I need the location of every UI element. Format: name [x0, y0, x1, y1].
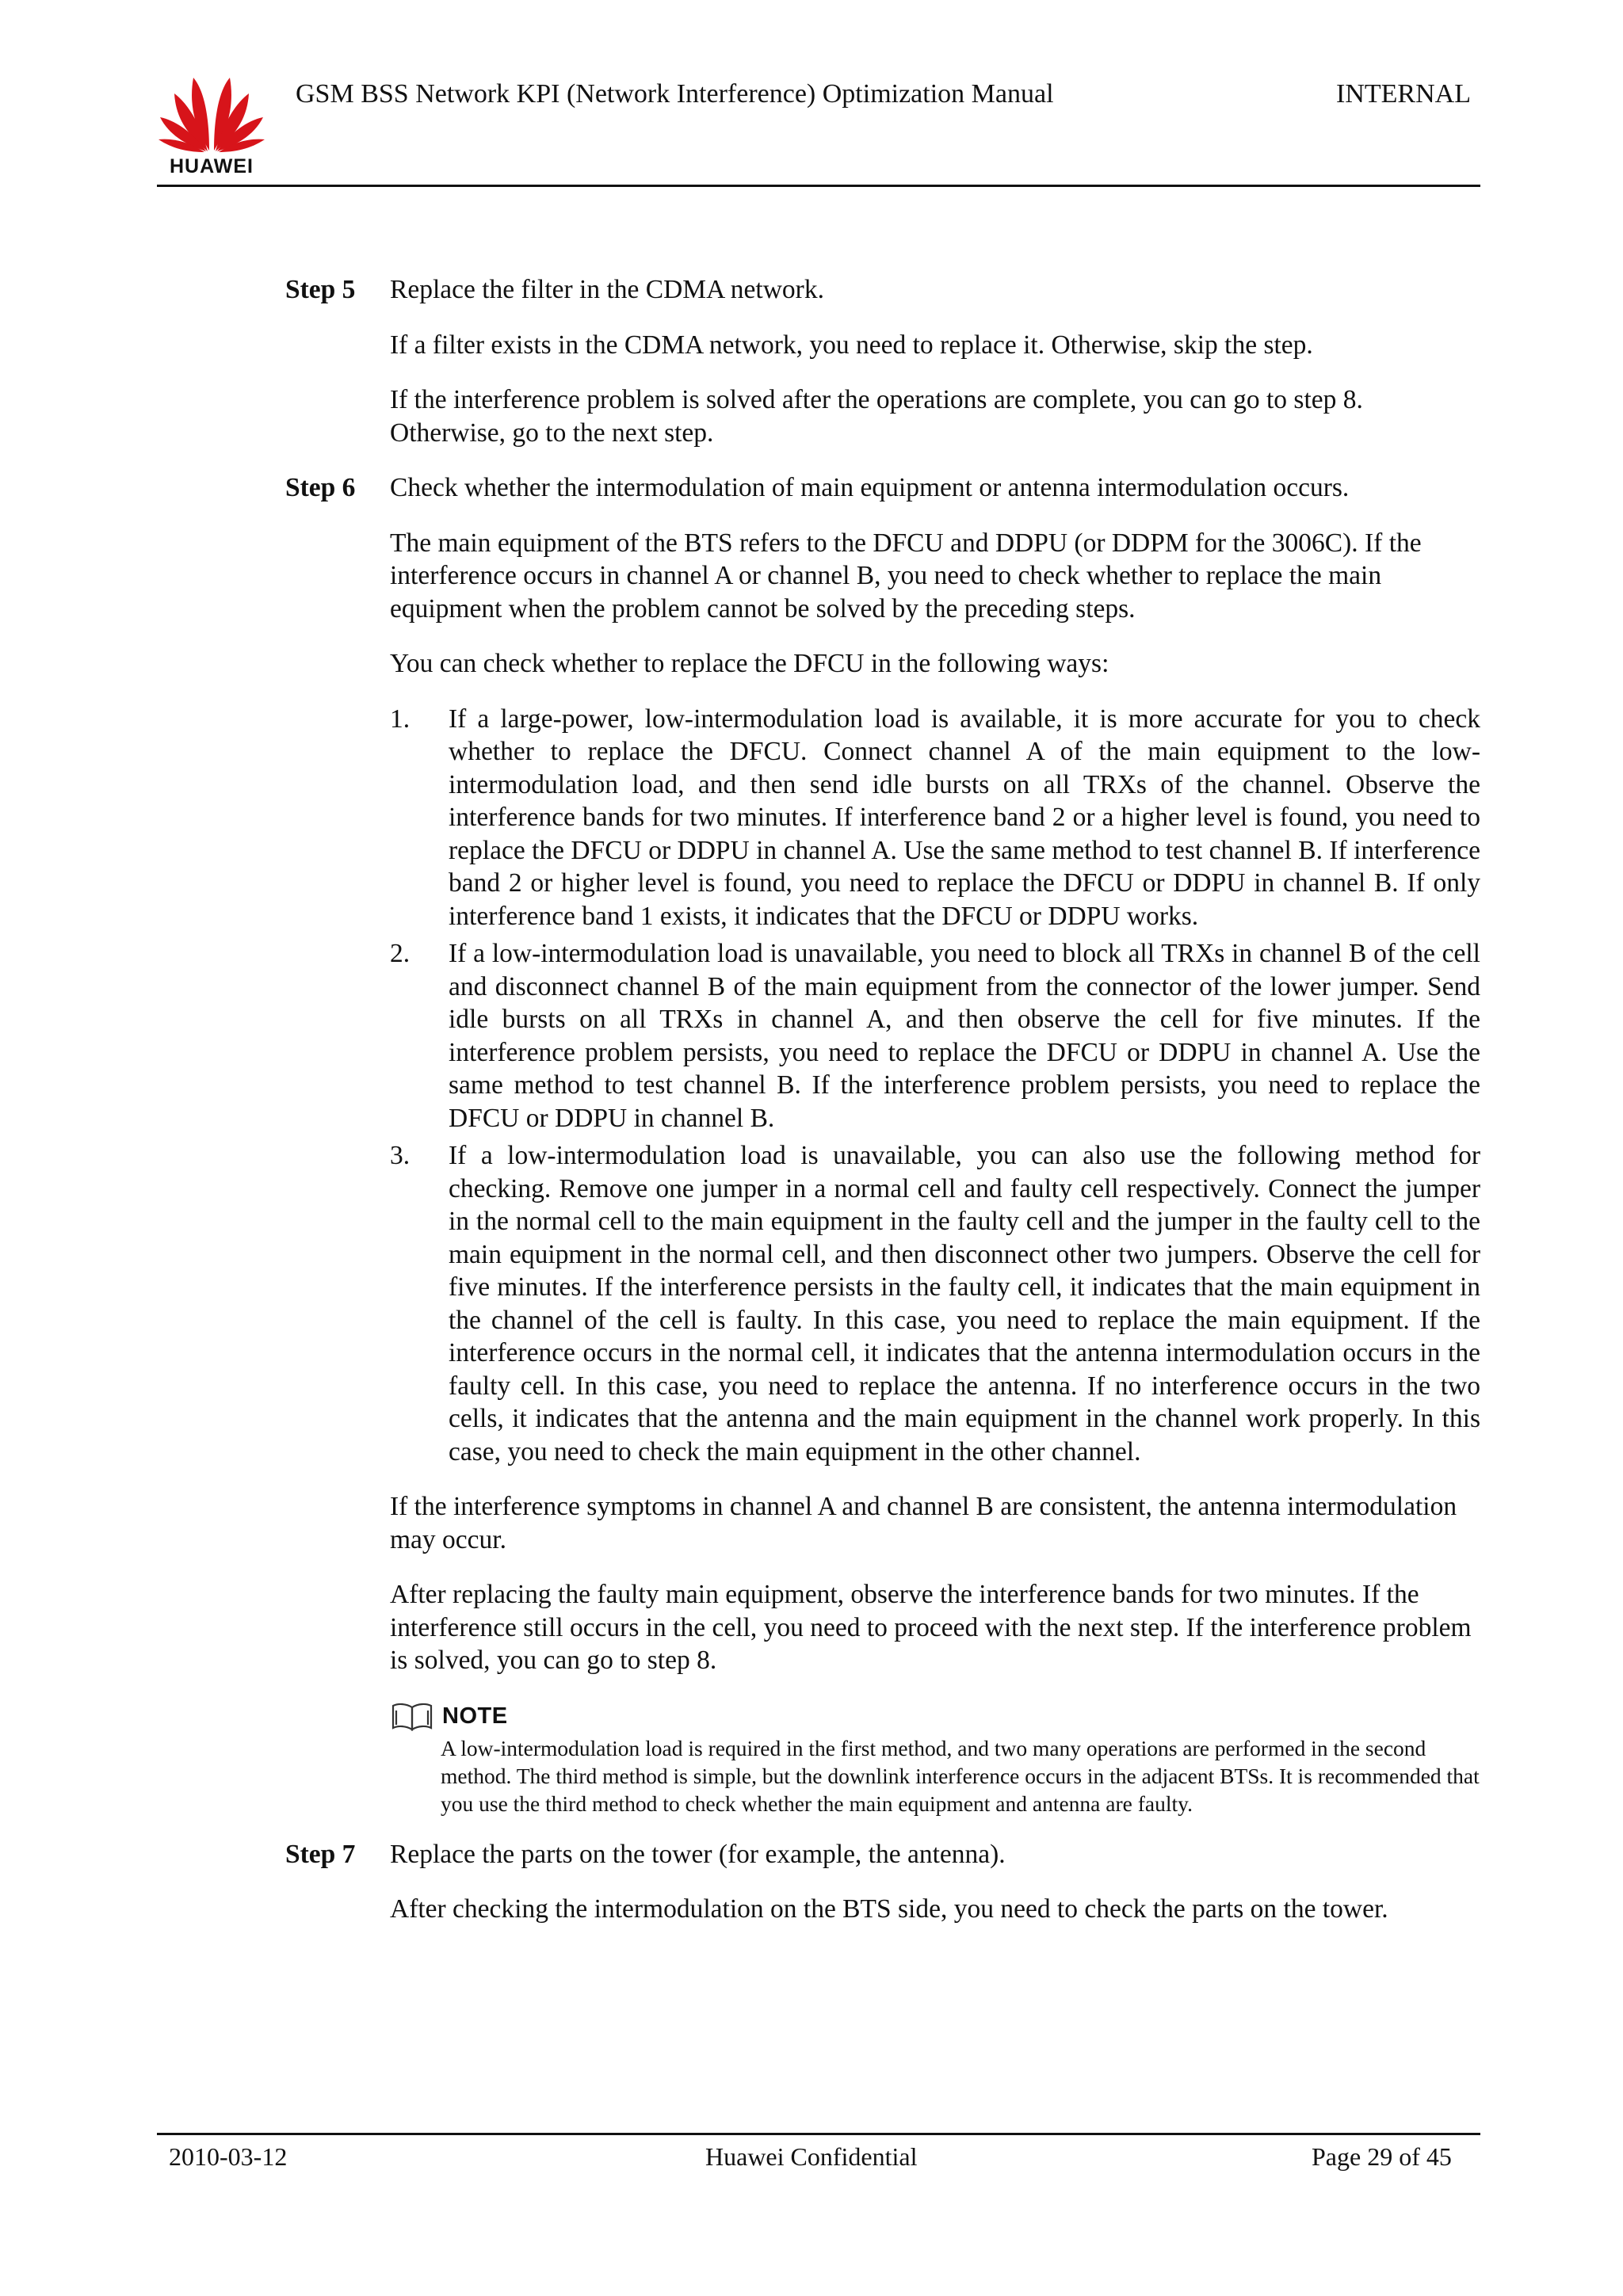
paragraph: After checking the intermodulation on the BTS side, you need to check the parts on the tower.: [390, 1894, 1388, 1924]
huawei-petals-icon: [157, 73, 266, 152]
paragraph: You can check whether to replace the DFCU in the following ways:: [390, 649, 1109, 678]
list-number: 3.: [390, 1141, 411, 1170]
step-label: Step 5: [285, 275, 356, 304]
open-book-icon: [390, 1701, 434, 1733]
list-text: If a low-intermodulation load is unavailable, you can also use the following method for checking. Remove one jumper in a normal cell and faulty cell respectively. Connect the jumper in the normal cell to the main equipment in the faulty cell and the jumper in the faulty cell to the main equipment in the normal cell, and then disconnect other two jumpers. Observe the cell for five minutes. If the interference persists in the faulty cell, it indicates that the main equipment in the channel of the cell is faulty. In this case, you need to replace the main equipment. If the interference occurs in the normal cell, it indicates that the antenna intermodulation occurs in the faulty cell. In this case, you need to replace the antenna. If no interference occurs in the two cells, it indicates that the antenna and the main equipment in the channel work properly. In this case, you need to check the main equipment in the other channel.: [449, 1141, 1480, 1466]
note-box: [390, 1699, 1480, 1817]
document-body: [285, 273, 1480, 1948]
step-title: Replace the filter in the CDMA network.: [390, 275, 824, 304]
footer-date: 2010-03-12: [169, 2142, 288, 2171]
huawei-logo: [157, 73, 266, 181]
footer-confidential: Huawei Confidential: [705, 2142, 918, 2171]
list-number: 1.: [390, 704, 411, 734]
header-divider: [157, 185, 1480, 187]
step-5: [285, 273, 1480, 307]
paragraph: If the interference problem is solved after the operations are complete, you can go to step 8. Otherwise, go to the next step.: [390, 385, 1363, 448]
step-6: [285, 471, 1480, 505]
list-item: [390, 703, 1480, 933]
list-item: [390, 937, 1480, 1135]
logo-wordmark: HUAWEI: [170, 155, 254, 177]
list-item: [390, 1139, 1480, 1468]
classification-label: INTERNAL: [1336, 79, 1471, 109]
note-text: A low-intermodulation load is required in the first method, and two many operations are performed in the second method. The third method is simple, but the downlink interference occurs in the adjacent BTSs. It is recommended that you use the third method to check whether the main equipment and antenna are faulty.: [441, 1735, 1480, 1816]
list-text: If a large-power, low-intermodulation load is available, it is more accurate for you to check whether to replace the DFCU. Connect channel A of the main equipment to the low-intermodulation load, and then send idle bursts on all TRXs of the channel. Observe the interference bands for two minutes. If interference band 2 or a higher level is found, you need to replace the DFCU or DDPU in channel A. Use the same method to test channel B. If interference band 2 or higher level is found, you need to replace the DFCU or DDPU in channel B. If only interference band 1 exists, it indicates that the DFCU or DDPU works.: [449, 704, 1480, 931]
list-number: 2.: [390, 939, 411, 968]
step-title: Check whether the intermodulation of main equipment or antenna intermodulation occurs.: [390, 473, 1350, 502]
method-list: [390, 703, 1480, 1469]
list-text: If a low-intermodulation load is unavailable, you need to block all TRXs in channel B of the cell and disconnect channel B of the main equipment from the connector of the lower jumper. Send idle bursts on all TRXs in channel A, and then observe the cell for five minutes. If the interference problem persists, you need to replace the DFCU or DDPU in channel A. Use the same method to test channel B. If the interference problem persists, you need to replace the DFCU or DDPU in channel B.: [449, 939, 1480, 1133]
document-title: GSM BSS Network KPI (Network Interference) Optimization Manual: [296, 79, 1054, 109]
paragraph: If the interference symptoms in channel A and channel B are consistent, the antenna intermodulation may occur.: [390, 1492, 1457, 1554]
paragraph: If a filter exists in the CDMA network, you need to replace it. Otherwise, skip the step.: [390, 330, 1313, 360]
note-header: [390, 1699, 1480, 1734]
page-number: Page 29 of 45: [1312, 2142, 1452, 2171]
footer-divider: [157, 2133, 1480, 2135]
step-label: Step 6: [285, 473, 356, 502]
paragraph: The main equipment of the BTS refers to the DFCU and DDPU (or DDPM for the 3006C). If the interference occurs in channel A or channel B, you need to check whether to replace the main equipment when the problem cannot be solved by the preceding steps.: [390, 528, 1422, 624]
note-label: NOTE: [442, 1703, 508, 1729]
step-label: Step 7: [285, 1839, 356, 1869]
step-title: Replace the parts on the tower (for example, the antenna).: [390, 1839, 1006, 1869]
step-7: [285, 1838, 1480, 1871]
paragraph: After replacing the faulty main equipment, observe the interference bands for two minutes. If the interference still occurs in the cell, you need to proceed with the next step. If the interference problem is solved, you can go to step 8.: [390, 1580, 1472, 1675]
